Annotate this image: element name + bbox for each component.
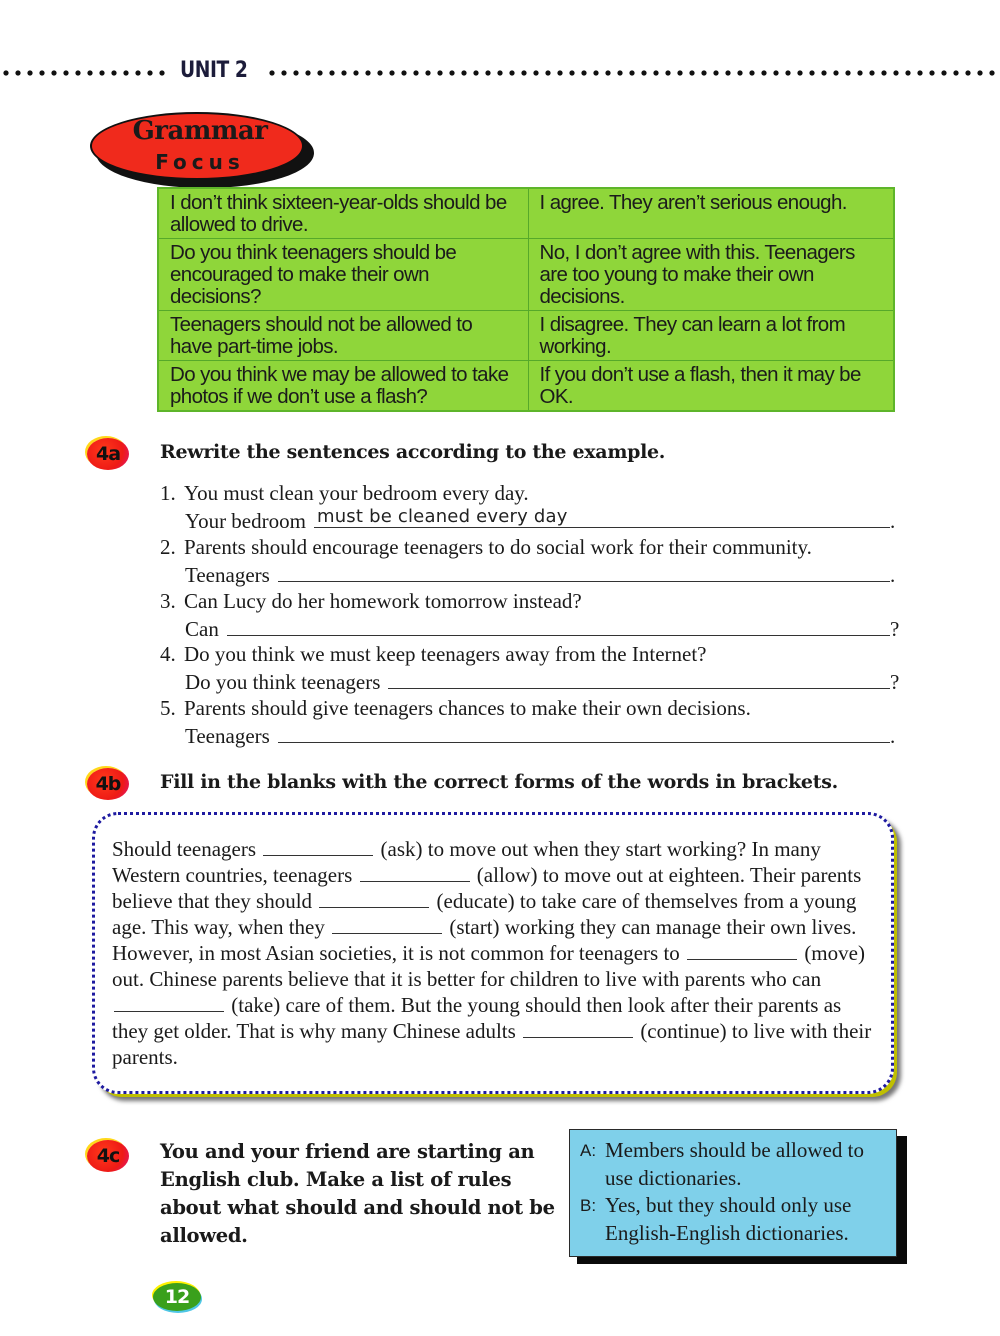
item-end-punctuation: . [890,724,896,749]
fill-blank[interactable] [114,995,224,1012]
item-end-punctuation: . [890,508,896,533]
statement-cell: Do you think teenagers should be encouraged to make their own decisions? [158,239,528,311]
answer-blank[interactable] [388,668,890,689]
item-number: 5. [160,696,176,721]
answer-blank[interactable] [314,507,890,528]
exercise-4c-instruction: You and your friend are starting an English club. Make a list of rules about what should and should not be allowed. [160,1140,555,1247]
exercise-4c-badge: 4c [87,1140,129,1172]
example-dialog-box [569,1129,897,1257]
list-item [160,589,900,643]
exercise-4a-badge: 4a [87,438,129,470]
item-sentence: Parents should encourage teenagers to do social work for their community. [184,534,812,559]
passage-text: (move) out. Chinese parents believe that it is better for children to live with parents who can [112,941,865,991]
passage-text: (take) care of them. But the young should then look after their parents as they get older. That is why many Chinese adults [112,993,842,1043]
dialog-line [580,1192,896,1247]
dotted-rule-right [266,70,1000,76]
table-row [158,239,894,311]
passage-text: Should teenagers [112,837,257,861]
unit-title: UNIT 2 [180,58,248,83]
fill-in-passage [112,836,882,1070]
item-prompt: Teenagers [185,562,270,587]
exercise-4b-instruction: Fill in the blanks with the correct forms of the words in brackets. [160,771,838,793]
statement-cell: I don’t think sixteen-year-olds should be allowed to drive. [158,188,528,239]
item-prompt: Teenagers [185,724,270,749]
item-number: 1. [160,481,176,505]
list-item [160,642,900,696]
table-row [158,361,894,412]
item-sentence: Do you think we must keep teenagers away from the Internet? [184,642,707,667]
grammar-focus-badge [90,112,310,184]
item-end-punctuation: ? [890,616,900,641]
item-prompt: Do you think teenagers [185,670,381,695]
passage-text: (start) working they can manage their own lives. However, in most Asian societies, it is not common for teenagers to [112,915,857,965]
fill-blank[interactable] [523,1021,633,1038]
passage-text: (continue) to live with their parents. [112,1019,872,1069]
item-number: 2. [160,534,176,559]
dialog-line [580,1137,896,1192]
exercise-4b-badge: 4b [87,768,129,800]
response-cell: I agree. They aren’t serious enough. [528,188,894,239]
answer-blank[interactable] [278,722,890,743]
dialog-text: Yes, but they should only use English-English dictionaries. [605,1193,852,1245]
statement-cell: Teenagers should not be allowed to have part-time jobs. [158,311,528,361]
badge-title-grammar: Grammar [132,116,268,146]
unit-header [0,58,1000,86]
fill-blank[interactable] [332,917,442,934]
fill-blank[interactable] [319,891,429,908]
item-sentence: Parents should give teenagers chances to make their own decisions. [184,696,751,721]
item-sentence: You must clean your bedroom every day. [184,481,529,505]
passage-text: (educate) to take care of themselves from a young age. This way, when they [112,889,857,939]
table-row [158,188,894,239]
handwritten-answer: must be cleaned every day [316,506,568,527]
item-prompt: Your bedroom [185,508,306,533]
response-cell: If you don’t use a flash, then it may be OK. [528,361,894,412]
dialog-text: Members should be allowed to use dictionaries. [605,1138,864,1190]
statement-cell: Do you think we may be allowed to take photos if we don’t use a flash? [158,361,528,412]
passage-text: (ask) to move out when they start working? In many Western countries, teenagers [112,837,821,887]
fill-blank[interactable] [263,839,373,856]
item-sentence: Can Lucy do her homework tomorrow instead? [184,588,582,613]
speaker-label: A: [580,1141,597,1160]
passage-text: (allow) to move out at eighteen. Their parents believe that they should [112,863,862,913]
dotted-rule-left [0,70,168,76]
fill-blank[interactable] [687,943,797,960]
answer-blank[interactable] [278,561,890,582]
item-prompt: Can [185,616,219,641]
page-number-badge: 12 [153,1283,201,1311]
item-end-punctuation: . [890,562,896,587]
list-item [160,481,900,535]
fill-blank[interactable] [360,865,470,882]
badge-title-focus: Focus [155,150,245,174]
item-number: 4. [160,642,176,667]
list-item [160,696,900,750]
list-item [160,535,900,589]
grammar-focus-table [157,187,895,412]
item-end-punctuation: ? [890,670,900,695]
exercise-4a-instruction: Rewrite the sentences according to the example. [160,441,666,463]
response-cell: I disagree. They can learn a lot from working. [528,311,894,361]
item-number: 3. [160,588,176,613]
answer-blank[interactable] [227,615,890,636]
table-row [158,311,894,361]
response-cell: No, I don’t agree with this. Teenagers are too young to make their own decisions. [528,239,894,311]
speaker-label: B: [580,1196,597,1215]
exercise-4a-list [160,481,900,750]
